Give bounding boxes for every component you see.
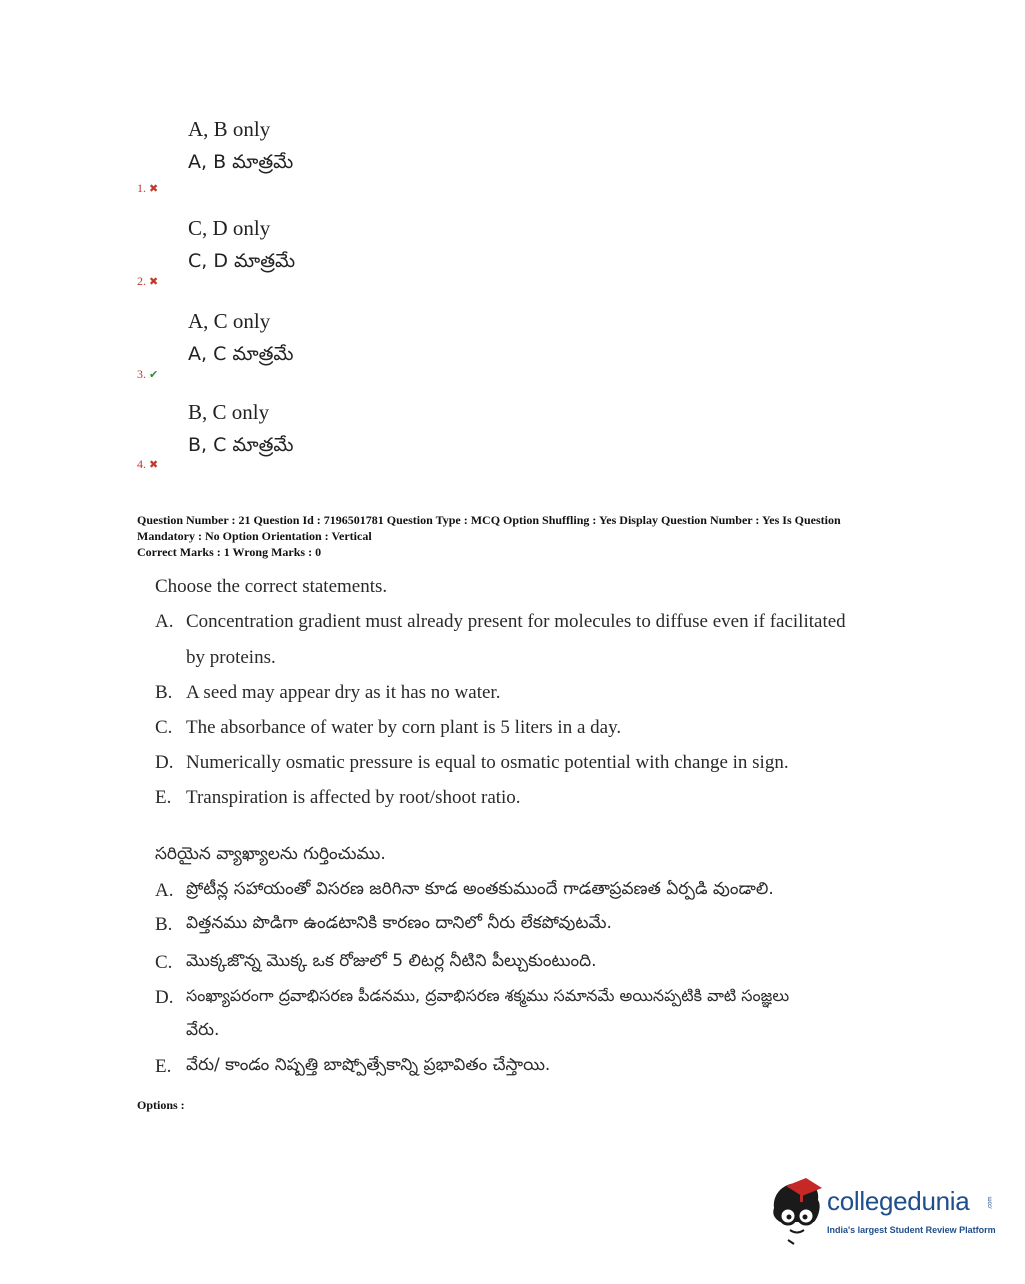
option-4-telugu: B, C మాత్రమే [188,434,294,456]
logo-dotcom: .com [987,1196,994,1210]
wrong-icon: ✖ [149,276,159,288]
statement-letter: E. [155,1056,172,1077]
statement-letter: D. [155,987,174,1008]
statement-d-telugu-continuation: వేరు. [186,1020,220,1040]
option-2-english: C, D only [188,216,271,240]
option-4-marker [137,457,158,472]
statement-letter: C. [155,952,173,973]
options-label: Options : [137,1098,185,1112]
statement-a-english: Concentration gradient must already present for molecules to diffuse even if facilitated [186,611,846,632]
option-3-telugu: A, C మాత్రమే [188,343,294,365]
statement-d-telugu: సంఖ్యాపరంగా ద్రవాభిసరణ పీడనము, ద్రవాభిసరణ శక్మము సమానమే అయినప్పటికి వాటి సంజ్ఞలు [186,986,790,1005]
statement-letter: C. [155,717,173,738]
statement-d-english: Numerically osmatic pressure is equal to osmatic potential with change in sign. [186,752,789,773]
option-2-marker [137,274,158,289]
statement-a-english-continuation: by proteins. [186,647,276,668]
option-1-english: A, B only [188,117,271,141]
wrong-icon: ✖ [149,459,159,471]
option-3-english: A, C only [188,309,271,333]
statement-letter: B. [155,682,173,703]
question-meta-line-3: Correct Marks : 1 Wrong Marks : 0 [137,545,322,559]
statement-c-english: The absorbance of water by corn plant is 5 liters in a day. [186,717,622,738]
statement-letter: B. [155,914,173,935]
check-icon: ✔ [149,369,159,381]
option-1-marker [137,181,158,196]
option-number: 4. [137,457,146,471]
statement-a-telugu: ప్రోటీన్ల సహాయంతో విసరణ జరిగినా కూడ అంతకుముందే గాడతాప్రవణత ఏర్పడి వుండాలి. [186,879,774,899]
option-number: 2. [137,274,146,288]
logo-wordmark: collegedunia [827,1186,970,1216]
question-meta [137,512,907,560]
question-prompt-telugu: సరియైన వ్యాఖ్యాలను గుర్తించుము. [155,844,386,864]
logo-tagline: India's largest Student Review Platform [827,1225,996,1235]
statement-b-english: A seed may appear dry as it has no water. [186,682,501,703]
option-2-telugu: C, D మాత్రమే [188,250,296,272]
statement-letter: A. [155,611,174,632]
option-number: 3. [137,367,146,381]
statement-letter: D. [155,752,174,773]
statement-e-english: Transpiration is affected by root/shoot ratio. [186,787,521,808]
statement-b-telugu: విత్తనము పొడిగా ఉండటానికి కారణం దానిలో నీరు లేకపోవుటమే. [186,913,612,933]
statement-letter: E. [155,787,172,808]
option-number: 1. [137,181,146,195]
question-prompt-english: Choose the correct statements. [155,576,388,597]
wrong-icon: ✖ [149,183,159,195]
option-3-marker [137,367,158,382]
collegedunia-logo [768,1178,996,1248]
statement-letter: A. [155,880,174,901]
mascot-icon [768,1178,826,1248]
question-meta-line-2: Mandatory : No Option Orientation : Vertical [137,529,372,543]
question-meta-line-1: Question Number : 21 Question Id : 7196501781 Question Type : MCQ Option Shuffling : Yes Display Question Number : Yes Is Question [137,513,841,527]
option-4-english: B, C only [188,400,270,424]
statement-e-telugu: వేరు/ కాండం నిష్పత్తి బాష్పోత్సేకాన్ని ప్రభావితం చేస్తాయి. [186,1055,551,1075]
option-1-telugu: A, B మాత్రమే [188,151,294,173]
statement-c-telugu: మొక్కజొన్న మొక్క ఒక రోజులో 5 లిటర్ల నీటిని పీల్చుకుంటుంది. [186,951,597,971]
